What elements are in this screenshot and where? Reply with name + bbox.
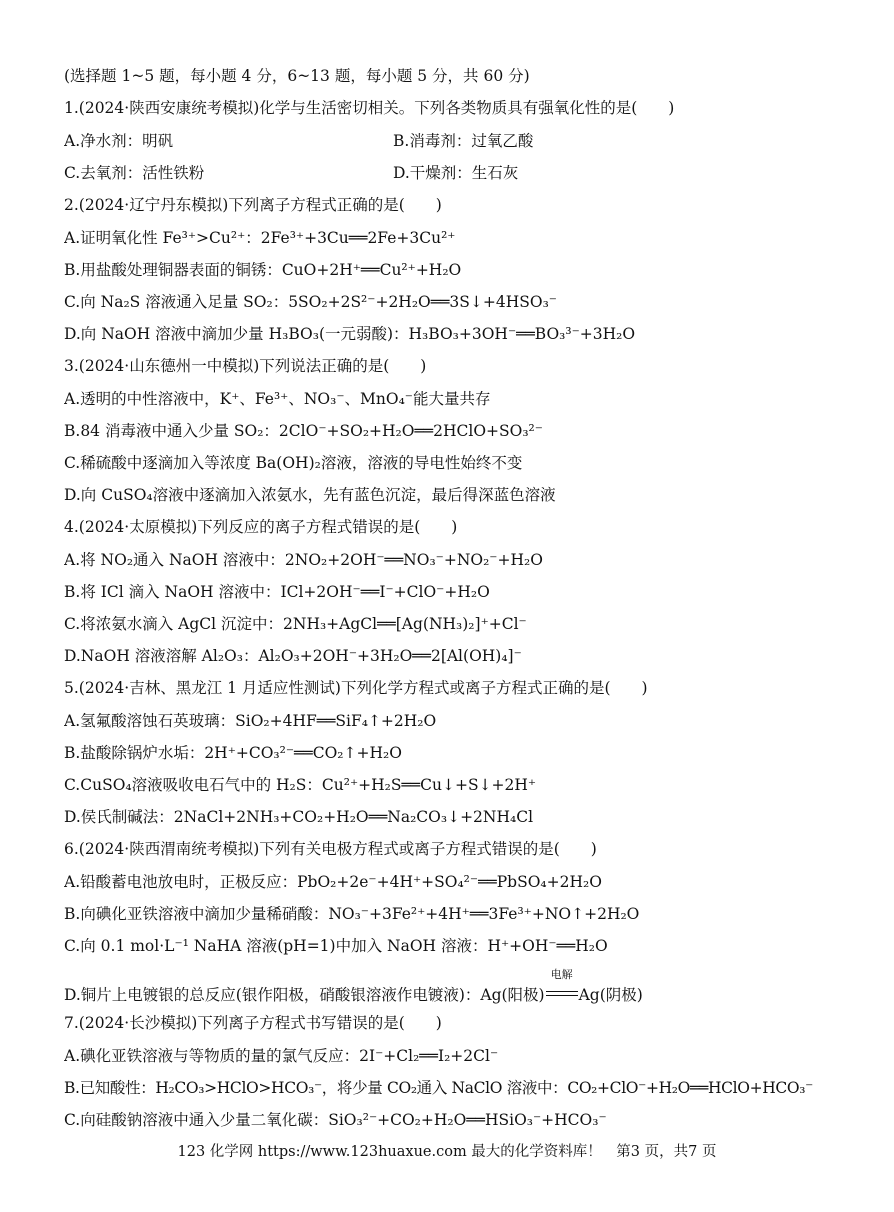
- q3-stem: 3.(2024·山东德州一中模拟)下列说法正确的是( ): [64, 357, 427, 375]
- q3-option-a: A.透明的中性溶液中，K⁺、Fe³⁺、NO₃⁻、MnO₄⁻能大量共存: [64, 390, 491, 408]
- q7-option-b: B.已知酸性：H₂CO₃>HClO>HCO₃⁻，将少量 CO₂通入 NaClO 溶液中：CO₂+ClO⁻+H₂O══HClO+HCO₃⁻: [64, 1079, 813, 1097]
- q6-option-d-product: Ag(阴极): [578, 986, 643, 1004]
- page-footer: 123 化学网 https://www.123huaxue.com 最大的化学资料库！ 第3 页，共7 页: [177, 1144, 717, 1160]
- q1-option-b: B.消毒剂：过氧乙酸: [393, 132, 534, 150]
- q6-stem: 6.(2024·陕西渭南统考模拟)下列有关电极方程式或离子方程式错误的是( ): [64, 840, 597, 858]
- q1-option-d: D.干燥剂：生石灰: [393, 164, 519, 182]
- q3-option-c: C.稀硫酸中逐滴加入等浓度 Ba(OH)₂溶液，溶液的导电性始终不变: [64, 454, 523, 472]
- q1-option-c: C.去氧剂：活性铁粉: [64, 164, 205, 182]
- q6-option-a: A.铅酸蓄电池放电时，正极反应：PbO₂+2e⁻+4H⁺+SO₄²⁻══PbSO₄+2H₂O: [64, 873, 602, 891]
- q1-option-a: A.净水剂：明矾: [64, 132, 174, 150]
- q6-option-d: [64, 967, 834, 1005]
- electrolysis-condition: [546, 968, 578, 1005]
- q5-option-c: C.CuSO₄溶液吸收电石气中的 H₂S：Cu²⁺+H₂S══Cu↓+S↓+2H⁺: [64, 776, 537, 794]
- q1-stem: 1.(2024·陕西安康统考模拟)化学与生活密切相关。下列各类物质具有强氧化性的是( ): [64, 99, 675, 117]
- q3-option-d: D.向 CuSO₄溶液中逐滴加入浓氨水，先有蓝色沉淀，最后得深蓝色溶液: [64, 486, 556, 504]
- electrolysis-label: 电解: [550, 968, 573, 981]
- q3-option-b: B.84 消毒液中通入少量 SO₂：2ClO⁻+SO₂+H₂O══2HClO+SO₃²⁻: [64, 422, 543, 440]
- q4-option-d: D.NaOH 溶液溶解 Al₂O₃：Al₂O₃+2OH⁻+3H₂O══2[Al(OH)₄]⁻: [64, 647, 522, 665]
- q1-options-row2: [64, 163, 834, 183]
- q2-option-d: D.向 NaOH 溶液中滴加少量 H₃BO₃(一元弱酸)：H₃BO₃+3OH⁻══BO₃³⁻+3H₂O: [64, 325, 636, 343]
- q6-option-b: B.向碘化亚铁溶液中滴加少量稀硝酸：NO₃⁻+3Fe²⁺+4H⁺══3Fe³⁺+NO↑+2H₂O: [64, 905, 640, 923]
- q7-stem: 7.(2024·长沙模拟)下列离子方程式书写错误的是( ): [64, 1014, 442, 1032]
- q5-option-a: A.氢氟酸溶蚀石英玻璃：SiO₂+4HF══SiF₄↑+2H₂O: [64, 712, 437, 730]
- section-intro: (选择题 1~5 题，每小题 4 分，6~13 题，每小题 5 分，共 60 分): [64, 67, 530, 85]
- q4-option-b: B.将 ICl 滴入 NaOH 溶液中：ICl+2OH⁻══I⁻+ClO⁻+H₂O: [64, 583, 490, 601]
- q5-option-d: D.侯氏制碱法：2NaCl+2NH₃+CO₂+H₂O══Na₂CO₃↓+2NH₄Cl: [64, 808, 534, 826]
- q2-option-b: B.用盐酸处理铜器表面的铜锈：CuO+2H⁺══Cu²⁺+H₂O: [64, 261, 462, 279]
- q5-stem: 5.(2024·吉林、黑龙江 1 月适应性测试)下列化学方程式或离子方程式正确的是( ): [64, 679, 648, 697]
- q6-option-d-text: D.铜片上电镀银的总反应(银作阳极，硝酸银溶液作电镀液)：Ag(阳极): [64, 986, 545, 1004]
- q1-options-row1: [64, 131, 834, 151]
- q2-stem: 2.(2024·辽宁丹东模拟)下列离子方程式正确的是( ): [64, 196, 442, 214]
- q4-stem: 4.(2024·太原模拟)下列反应的离子方程式错误的是( ): [64, 518, 458, 536]
- q7-option-a: A.碘化亚铁溶液与等物质的量的氯气反应：2I⁻+Cl₂══I₂+2Cl⁻: [64, 1047, 499, 1065]
- q2-option-a: A.证明氧化性 Fe³⁺>Cu²⁺：2Fe³⁺+3Cu══2Fe+3Cu²⁺: [64, 229, 456, 247]
- q7-option-c: C.向硅酸钠溶液中通入少量二氧化碳：SiO₃²⁻+CO₂+H₂O══HSiO₃⁻+HCO₃⁻: [64, 1111, 607, 1129]
- q2-option-c: C.向 Na₂S 溶液通入足量 SO₂：5SO₂+2S²⁻+2H₂O══3S↓+4HSO₃⁻: [64, 293, 557, 311]
- q4-option-a: A.将 NO₂通入 NaOH 溶液中：2NO₂+2OH⁻══NO₃⁻+NO₂⁻+H₂O: [64, 551, 543, 569]
- q5-option-b: B.盐酸除锅炉水垢：2H⁺+CO₃²⁻══CO₂↑+H₂O: [64, 744, 402, 762]
- double-bar: [546, 991, 578, 996]
- q4-option-c: C.将浓氨水滴入 AgCl 沉淀中：2NH₃+AgCl══[Ag(NH₃)₂]⁺+Cl⁻: [64, 615, 527, 633]
- q6-option-c: C.向 0.1 mol·L⁻¹ NaHA 溶液(pH=1)中加入 NaOH 溶液：H⁺+OH⁻══H₂O: [64, 937, 608, 955]
